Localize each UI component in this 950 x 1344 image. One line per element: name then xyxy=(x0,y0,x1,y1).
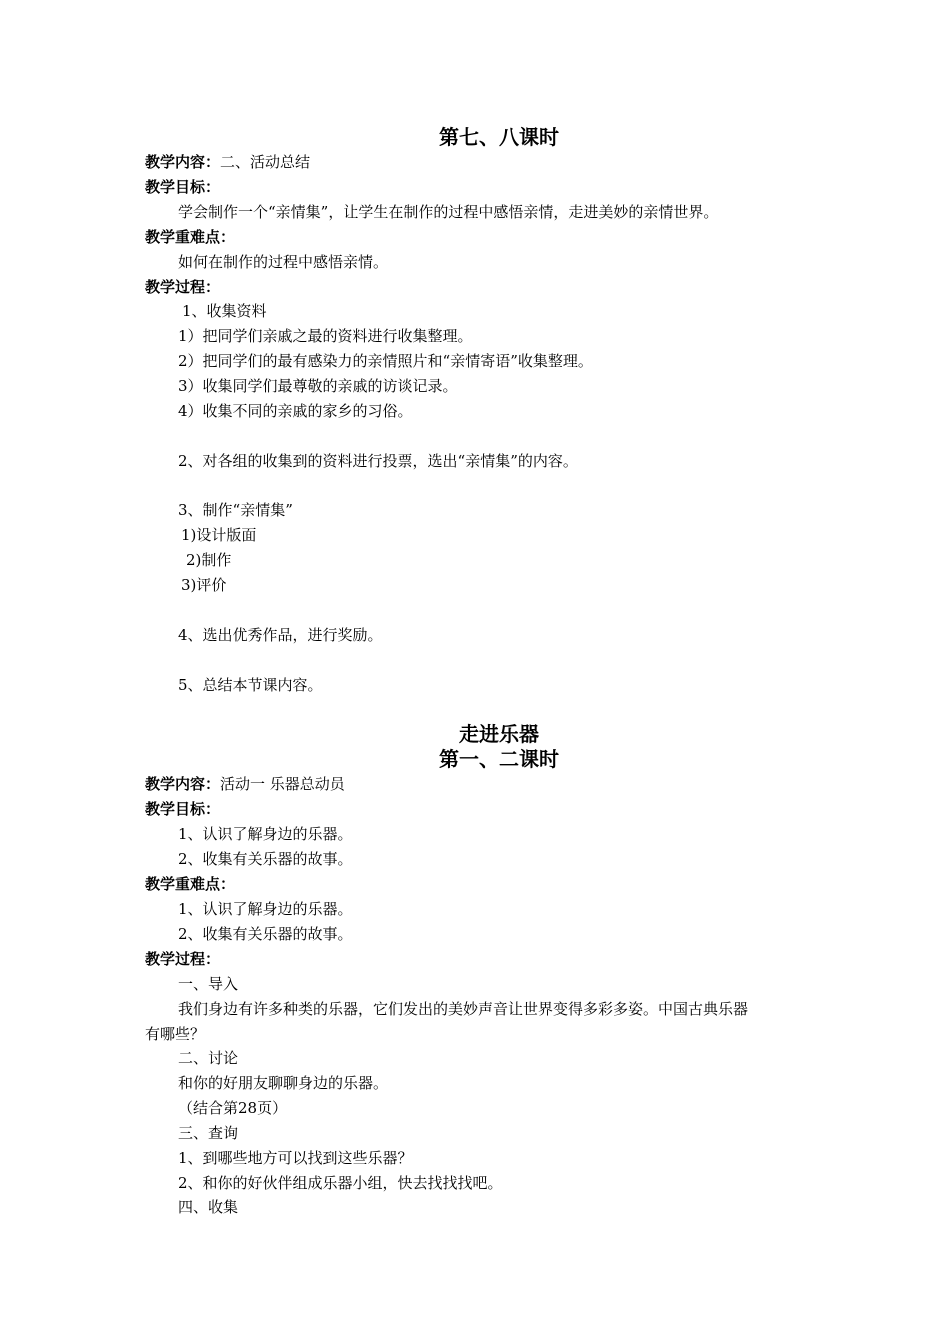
key-label: 教学重难点： xyxy=(145,228,236,246)
section1-content-row xyxy=(145,152,310,172)
step-item: 3）收集同学们最尊敬的亲戚的访谈记录。 xyxy=(178,377,458,395)
step-item: 2、对各组的收集到的资料进行投票，选出“亲情集”的内容。 xyxy=(178,452,578,470)
process-text: 1、到哪些地方可以找到这些乐器？ xyxy=(178,1149,413,1167)
process-text: 和你的好朋友聊聊身边的乐器。 xyxy=(178,1074,389,1092)
process-text-continued: 有哪些？ xyxy=(145,1025,206,1043)
step-item: 3、制作“亲情集” xyxy=(178,501,293,519)
content-label: 教学内容： xyxy=(145,153,221,171)
step-item: 2)制作 xyxy=(186,551,232,569)
step-item: 1）把同学们亲戚之最的资料进行收集整理。 xyxy=(178,327,473,345)
key-item: 2、收集有关乐器的故事。 xyxy=(178,925,353,943)
step-item: 5、总结本节课内容。 xyxy=(178,676,323,694)
section2-subtitle: 第一、二课时 xyxy=(439,747,559,771)
step-item: 4）收集不同的亲戚的家乡的习俗。 xyxy=(178,402,413,420)
key-text: 如何在制作的过程中感悟亲情。 xyxy=(178,253,389,271)
step-item: 4、选出优秀作品，进行奖励。 xyxy=(178,626,383,644)
goal-item: 1、认识了解身边的乐器。 xyxy=(178,825,353,843)
process-text: 2、和你的好伙伴组成乐器小组，快去找找找吧。 xyxy=(178,1174,503,1192)
content-value: 活动一 乐器总动员 xyxy=(220,775,345,793)
goal-item: 2、收集有关乐器的故事。 xyxy=(178,850,353,868)
process-text: 我们身边有许多种类的乐器，它们发出的美妙声音让世界变得多彩多姿。中国古典乐器 xyxy=(178,1000,749,1018)
process-heading: 四、收集 xyxy=(178,1198,239,1216)
goal-label: 教学目标： xyxy=(145,178,221,196)
goal-label: 教学目标： xyxy=(145,800,221,818)
process-heading: 二、讨论 xyxy=(178,1049,239,1067)
process-heading: 一、导入 xyxy=(178,975,239,993)
step-item: 1、收集资料 xyxy=(182,302,267,320)
section2-title: 走进乐器 xyxy=(459,722,539,746)
goal-text: 学会制作一个“亲情集”，让学生在制作的过程中感悟亲情，走进美妙的亲情世界。 xyxy=(178,203,719,221)
process-heading: 三、查询 xyxy=(178,1124,239,1142)
content-value: 二、活动总结 xyxy=(220,153,311,171)
process-note: （结合第28页） xyxy=(178,1099,288,1117)
process-label: 教学过程： xyxy=(145,278,221,296)
content-label: 教学内容： xyxy=(145,775,221,793)
key-item: 1、认识了解身边的乐器。 xyxy=(178,900,353,918)
section2-content-row xyxy=(145,774,345,794)
section1-title: 第七、八课时 xyxy=(439,125,559,149)
step-item: 1)设计版面 xyxy=(181,526,257,544)
step-item: 2）把同学们的最有感染力的亲情照片和“亲情寄语”收集整理。 xyxy=(178,352,593,370)
process-label: 教学过程： xyxy=(145,950,221,968)
step-item: 3)评价 xyxy=(181,576,227,594)
key-label: 教学重难点： xyxy=(145,875,236,893)
